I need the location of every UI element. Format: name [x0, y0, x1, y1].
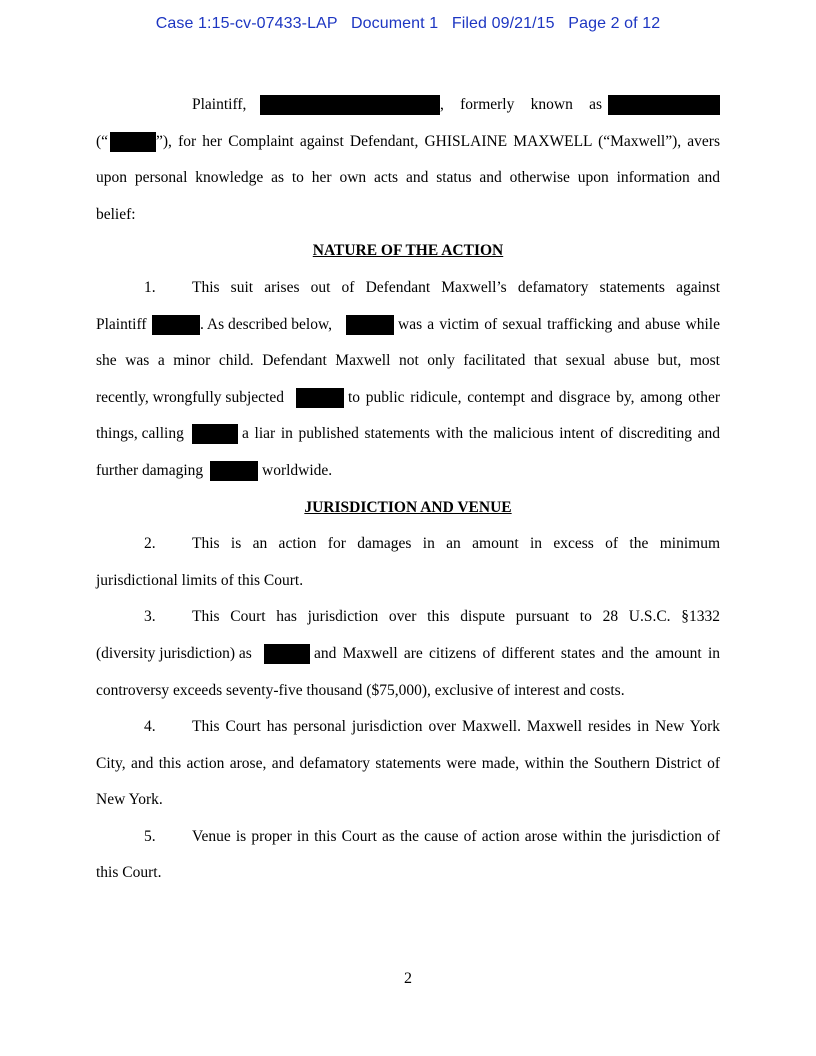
para-5-line-1: 5. Venue is proper in this Court as the cause of action arose within the jurisdiction of	[96, 819, 720, 856]
para-4-line-2: City, and this action arose, and defamatory statements were made, within the Southern District of	[96, 754, 720, 772]
document-body	[96, 87, 720, 892]
redaction-block	[260, 95, 440, 115]
para-1-line-4: recently, wrongfully subjected to public ridicule, contempt and disgrace by, among other	[96, 388, 720, 406]
redaction-block	[110, 132, 156, 152]
para-1-line-1: 1. This suit arises out of Defendant Maxwell’s defamatory statements against	[96, 270, 720, 307]
para-3-line-3: controversy exceeds seventy-five thousand ($75,000), exclusive of interest and costs.	[96, 681, 625, 699]
para-4-line-3: New York.	[96, 791, 163, 809]
complaint-text: ”), for her Complaint against Defendant, GHISLAINE MAXWELL (“Maxwell”), avers	[156, 132, 720, 150]
para-5-line-2: this Court.	[96, 864, 162, 882]
redaction-block	[346, 315, 394, 335]
redaction-block	[296, 388, 344, 408]
quote-open: (“	[96, 132, 109, 150]
para-1-line-2: Plaintiff . As described below, was a victim of sexual trafficking and abuse while	[96, 315, 720, 333]
heading-jurisdiction-venue: JURISDICTION AND VENUE	[304, 498, 512, 516]
para-4-number: 4.	[144, 718, 156, 736]
para-5-number: 5.	[144, 827, 156, 845]
para-3-line-1: 3. This Court has jurisdiction over this dispute pursuant to 28 U.S.C. §1332	[96, 599, 720, 636]
para-2-number: 2.	[144, 535, 156, 553]
para-1-line-3: she was a minor child. Defendant Maxwell not only facilitated that sexual abuse but, most	[96, 352, 720, 370]
redaction-block	[608, 95, 720, 115]
para-1-line-6: further damaging worldwide.	[96, 461, 333, 479]
intro-line-2	[96, 124, 720, 161]
para-2-line-2: jurisdictional limits of this Court.	[96, 571, 304, 589]
intro-line-4: belief:	[96, 205, 136, 223]
para-3-line-2: (diversity jurisdiction) as and Maxwell are citizens of different states and the amount in	[96, 644, 720, 662]
intro-line-3: upon personal knowledge as to her own acts and status and otherwise upon information and	[96, 169, 720, 187]
redaction-block	[192, 424, 238, 444]
para-4-line-1: 4. This Court has personal jurisdiction over Maxwell. Maxwell resides in New York	[96, 709, 720, 746]
redaction-block	[264, 644, 310, 664]
heading-nature-of-action: NATURE OF THE ACTION	[312, 242, 504, 260]
intro-line-1	[96, 87, 720, 124]
case-header: Case 1:15-cv-07433-LAP Document 1 Filed 09/21/15 Page 2 of 12	[155, 15, 661, 32]
redaction-block	[210, 461, 258, 481]
para-1-line-5: things, calling a liar in published statements with the malicious intent of discrediting and	[96, 425, 720, 443]
para-3-number: 3.	[144, 608, 156, 626]
para-2-line-1: 2. This is an action for damages in an amount in excess of the minimum	[96, 526, 720, 563]
plaintiff-label: Plaintiff,	[192, 96, 247, 113]
page-number: 2	[404, 970, 412, 987]
para-1-number: 1.	[144, 278, 156, 296]
redaction-block	[152, 315, 200, 335]
formerly-known-text: , formerly known as	[440, 96, 602, 113]
